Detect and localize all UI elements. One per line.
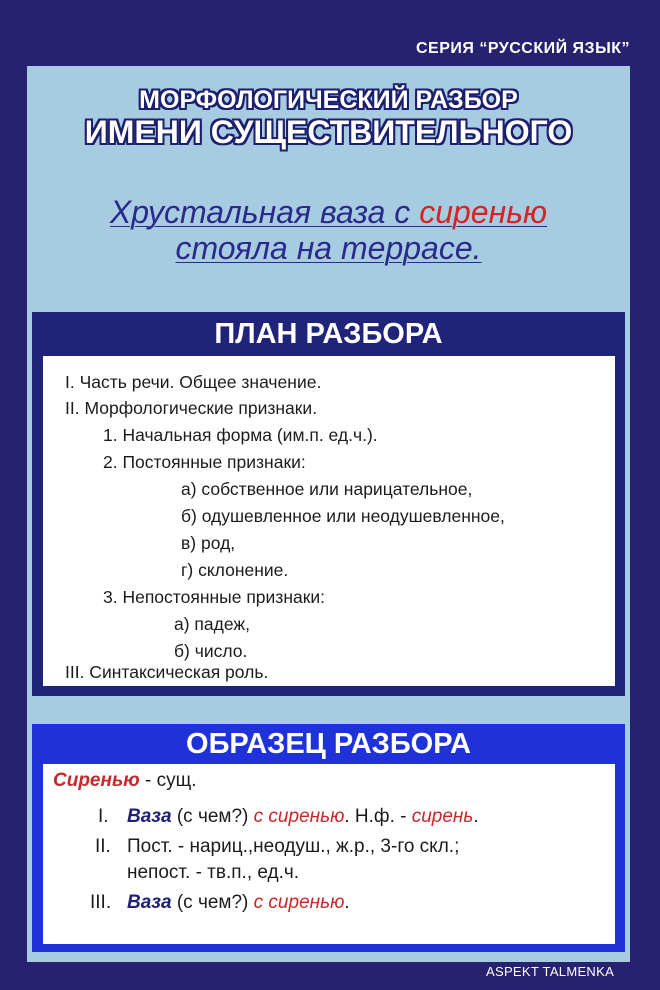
plan-line: б) число. [174,641,248,661]
plan-section [32,312,625,696]
plan-title: ПЛАН РАЗБОРА [214,318,443,350]
sample-row-1-question: (с чем?) [171,806,254,827]
plan-line: II. Морфологические признаки. [65,398,318,418]
sample-box [43,764,615,944]
sample-row-1-word: с сиренью [253,806,345,827]
plan-line: III. Синтаксическая роль. [65,662,269,682]
series-label: СЕРИЯ “РУССКИЙ ЯЗЫК” [415,40,630,57]
sample-row-1-end: . [473,806,479,827]
sample-row-1-subject: Ваза [127,806,172,827]
plan-line: а) собственное или нарицательное, [181,479,473,499]
plan-line: 3. Непостоянные признаки: [103,587,326,607]
credit-label: ASPEKT TALMENKA [486,964,615,979]
example-text: Хрустальная ваза с [109,194,420,230]
sample-row-2-line-1: Пост. - нариц.,неодуш., ж.р., 3-го скл.; [127,836,460,857]
main-panel [27,66,630,962]
plan-line: 2. Постоянные признаки: [103,452,306,472]
sample-row-2-line-2: непост. - тв.п., ед.ч. [127,862,300,883]
plan-line: а) падеж, [174,614,250,634]
watermark-badge [457,864,607,936]
plan-line: б) одушевленное или неодушевленное, [181,506,505,526]
watermark-text: Postila.ru [471,874,593,907]
plan-box [43,356,615,686]
sample-word: Сиренью [53,770,140,791]
sample-word-suffix: - сущ. [139,770,197,791]
title-line-2: ИМЕНИ СУЩЕСТВИТЕЛЬНОГО [84,114,573,150]
plan-line: г) склонение. [181,560,289,580]
sample-word-line [53,770,196,792]
plan-line: в) род, [181,533,236,553]
sample-row-3-end: . [344,892,350,913]
example-highlight-word: сиренью [419,194,548,230]
sample-row-3-subject: Ваза [127,892,172,913]
sample-row-1-base: сирень [411,806,474,827]
sample-row-1 [127,806,479,828]
sample-row-3-num: III. [90,892,112,913]
sample-row-3 [127,892,350,914]
example-sentence-line-1 [27,194,630,231]
sample-row-1-num: I. [98,806,109,827]
sample-row-3-word: с сиренью [253,892,345,913]
sample-row-3-question: (с чем?) [171,892,254,913]
title-line-1: МОРФОЛОГИЧЕСКИЙ РАЗБОР [139,86,518,114]
plan-line: 1. Начальная форма (им.п. ед.ч.). [103,425,378,445]
plan-line: I. Часть речи. Общее значение. [65,372,322,392]
example-sentence-line-2: стояла на террасе. [175,230,482,266]
sample-title: ОБРАЗЕЦ РАЗБОРА [186,728,471,760]
sample-row-1-nf: . Н.ф. - [344,806,412,827]
sample-section [32,724,625,952]
sample-row-2-num: II. [95,836,111,857]
